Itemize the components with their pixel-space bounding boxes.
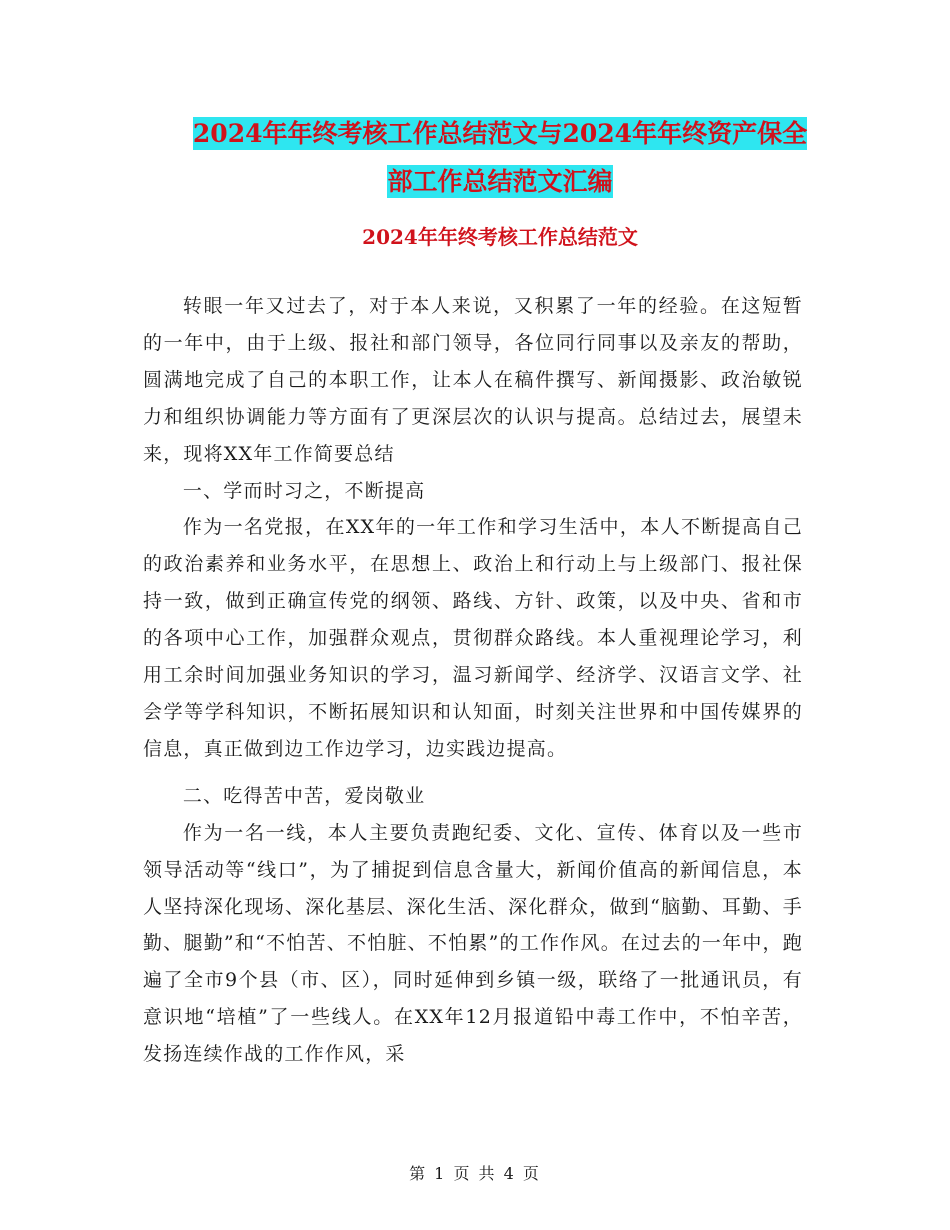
title-highlight: 部工作总结范文汇编 xyxy=(387,167,613,196)
subheading-study: 一、学而时习之，不断提高 xyxy=(182,479,426,502)
paragraph-study: 作为一名党报，在XX年的一年工作和学习生活中，本人不断提高自己的政治素养和业务水平，在思想上、政治上和行动上与上级部门、报社保持一致，做到正确宣传党的纲领、路线、方针、政策，以及中央、省和市的各项中心工作，加强群众观点，贯彻群众路线。本人重视理论学习，利用工余时间加强业务知识的学习，温习新闻学、经济学、汉语言文学、社会学等学科知识，不断拓展知识和认知面，时刻关注世界和中国传媒界的信息，真正做到边工作边学习，边实践边提高。 xyxy=(143,516,803,760)
section-title: 2024年年终考核工作总结范文 xyxy=(362,225,638,249)
title-highlight: 2024年年终考核工作总结范文与2024年年终资产保全 xyxy=(192,119,808,148)
document-body xyxy=(143,288,803,1073)
subheading-diligence: 二、吃得苦中苦，爱岗敬业 xyxy=(182,784,426,807)
page-footer: 第 1 页 共 4 页 xyxy=(409,1164,541,1183)
document-title xyxy=(140,110,860,206)
paragraph-diligence: 作为一名一线，本人主要负责跑纪委、文化、宣传、体育以及一些市领导活动等“线口”，为了捕捉到信息含量大，新闻价值高的新闻信息，本人坚持深化现场、深化基层、深化生活、深化群众，做到“脑勤、耳勤、手勤、腿勤”和“不怕苦、不怕脏、不怕累”的工作作风。在过去的一年中，跑遍了全市9个县（市、区），同时延伸到乡镇一级，联络了一批通讯员，有意识地“培植”了一些线人。在XX年12月报道铅中毒工作中，不怕辛苦，发扬连续作战的工作作风，采 xyxy=(143,821,803,1066)
document-title-line-1 xyxy=(140,110,860,158)
paragraph-intro: 转眼一年又过去了，对于本人来说，又积累了一年的经验。在这短暂的一年中，由于上级、报社和部门领导，各位同行同事以及亲友的帮助，圆满地完成了自己的本职工作，让本人在稿件撰写、新闻摄影、政治敏锐力和组织协调能力等方面有了更深层次的认识与提高。总结过去，展望未来，现将XX年工作简要总结 xyxy=(143,295,803,465)
document-title-line-2 xyxy=(140,158,860,206)
